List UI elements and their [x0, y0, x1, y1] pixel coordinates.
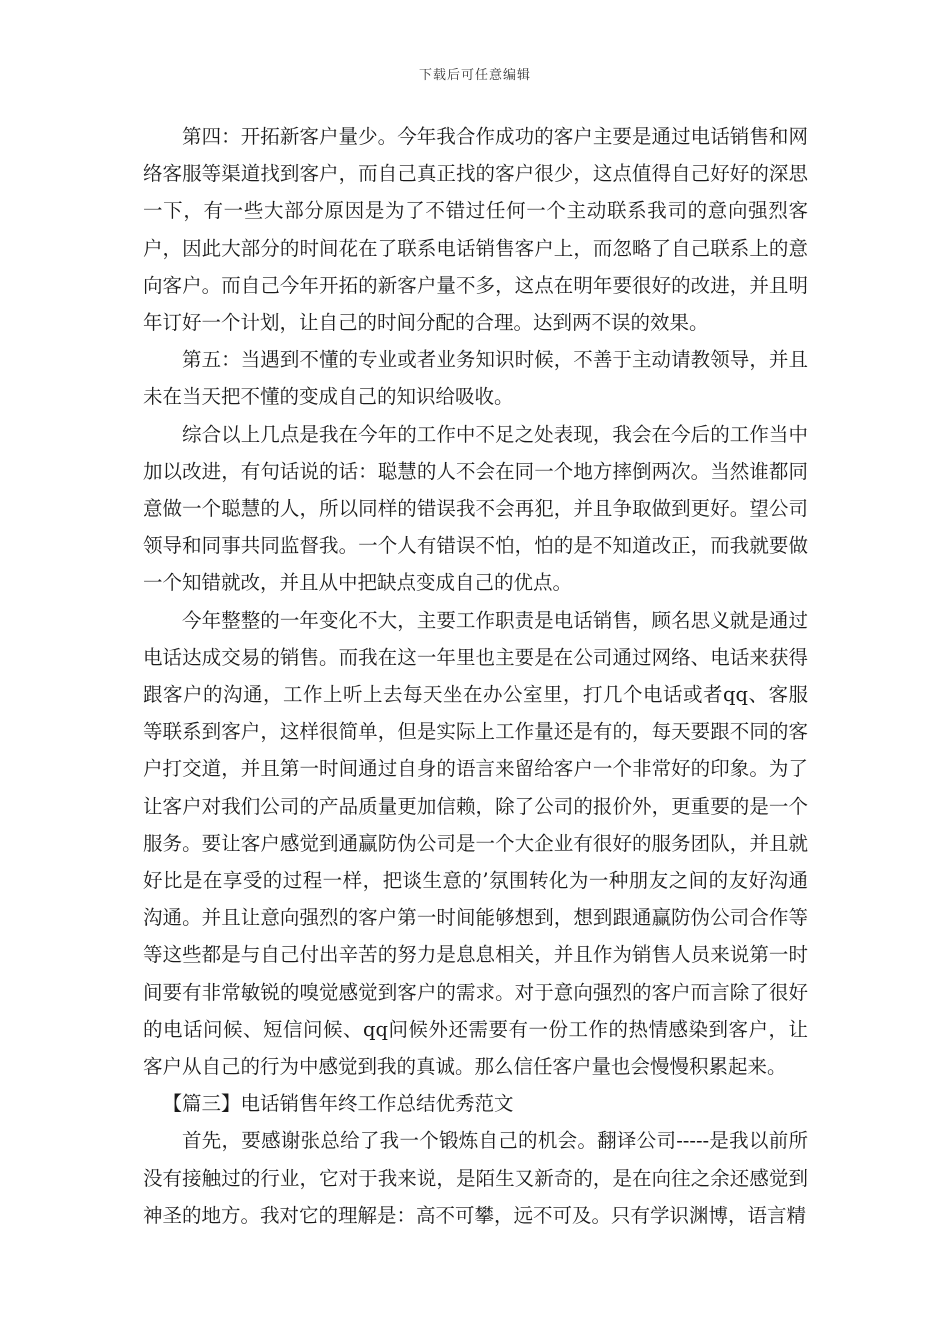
paragraph-yearly-review: 今年整整的一年变化不大，主要工作职责是电话销售，顾名思义就是通过电话达成交易的销售。而我在这一年里也主要是在公司通过网络、电话来获得跟客户的沟通，工作上听上去每天坐在办公室里，打几个电话或者qq、客服等联系到客户，这样很简单，但是实际上工作量还是有的，每天要跟不同的客户打交道，并且第一时间通过自身的语言来留给客户一个非常好的印象。为了让客户对我们公司的产品质量更加信赖，除了公司的报价外，更重要的是一个服务。要让客户感觉到通赢防伪公司是一个大企业有很好的服务团队，并且就好比是在享受的过程一样，把谈生意的’氛围转化为一种朋友之间的友好沟通沟通。并且让意向强烈的客户第一时间能够想到，想到跟通赢防伪公司合作等等这些都是与自己付出辛苦的努力是息息相关，并且作为销售人员来说第一时间要有非常敏锐的嗅觉感觉到客户的需求。对于意向强烈的客户而言除了很好的电话问候、短信问候、qq问候外还需要有一份工作的热情感染到客户，让客户从自己的行为中感觉到我的真诚。那么信任客户量也会慢慢积累起来。 [143, 608, 808, 1079]
document-body [143, 118, 808, 1234]
paragraph-summary: 综合以上几点是我在今年的工作中不足之处表现，我会在今后的工作当中加以改进，有句话说的话：聪慧的人不会在同一个地方摔倒两次。当然谁都同意做一个聪慧的人，所以同样的错误我不会再犯，并且争取做到更好。望公司领导和同事共同监督我。一个人有错误不怕，怕的是不知道改正，而我就要做一个知错就改，并且从中把缺点变成自己的优点。 [143, 422, 808, 595]
paragraph-fifth-point: 第五：当遇到不懂的专业或者业务知识时候，不善于主动请教领导，并且未在当天把不懂的变成自己的知识给吸收。 [143, 348, 808, 409]
paragraph-first: 首先，要感谢张总给了我一个锻炼自己的机会。翻译公司-----是我以前所没有接触过的行业，它对于我来说，是陌生又新奇的，是在向往之余还感觉到神圣的地方。我对它的理解是：高不可攀，远不可及。只有学识渊博，语言精 [143, 1129, 808, 1227]
page-header: 下载后可任意编辑 [418, 68, 531, 83]
section-heading: 【篇三】电话销售年终工作总结优秀范文 [162, 1092, 514, 1116]
paragraph-fourth-point: 第四：开拓新客户量少。今年我合作成功的客户主要是通过电话销售和网络客服等渠道找到客户，而自己真正找的客户很少，这点值得自己好好的深思一下，有一些大部分原因是为了不错过任何一个主动联系我司的意向强烈客户，因此大部分的时间花在了联系电话销售客户上，而忽略了自己联系上的意向客户。而自己今年开拓的新客户量不多，这点在明年要很好的改进，并且明年订好一个计划，让自己的时间分配的合理。达到两不误的效果。 [143, 125, 808, 335]
